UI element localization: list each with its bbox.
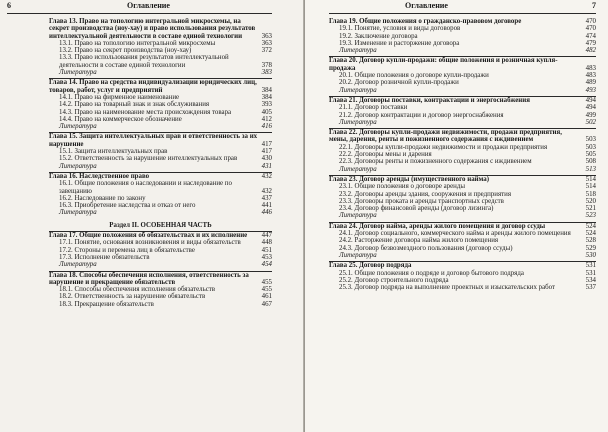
toc-entry-title: 14.4. Право на коммерческое обозначение <box>59 115 182 123</box>
toc-literature <box>329 119 596 126</box>
toc-subsection <box>329 191 596 198</box>
toc-entry-title: 19.2. Заключение договора <box>339 32 418 40</box>
toc-page-number: 417 <box>261 148 272 156</box>
toc-subsection <box>329 33 596 40</box>
toc-chapter <box>49 172 272 180</box>
toc-entry-title: 23.1. Общие положения о договоре аренды <box>339 183 465 191</box>
toc-entry-title: 22.2. Договоры мены и дарения <box>339 151 432 159</box>
toc-entry-title: 15.2. Ответственность за нарушение интеллектуальных прав <box>59 155 238 163</box>
toc-page-number: 520 <box>585 197 596 205</box>
toc-literature <box>49 261 272 268</box>
toc-entry-title: 14.3. Право на наименование места происхождения товара <box>59 108 232 116</box>
toc-literature <box>329 212 596 219</box>
toc-page-number: 448 <box>261 239 272 247</box>
toc-entry-title: 16.1. Общие положения о наследовании и наследование по завещанию <box>59 180 232 195</box>
toc-entry-title: Литература <box>59 69 97 77</box>
toc-entry-title: 13.3. Право использования результатов интеллектуальной деятельности в составе единой технологии <box>59 54 229 69</box>
toc-page-number: 503 <box>585 143 596 151</box>
toc-subsection <box>49 202 272 209</box>
left-page <box>0 0 303 432</box>
toc-entry-title: 16.3. Приобретение наследства и отказ от него <box>59 202 196 210</box>
toc-entry-title: Литература <box>59 162 97 170</box>
toc-entry-title: 24.3. Договор безвозмездного пользования (договор ссуды) <box>339 244 513 252</box>
toc-page-number: 454 <box>261 261 272 269</box>
toc-entry-title: 18.3. Прекращение обязательств <box>59 300 154 308</box>
toc-literature <box>49 123 272 130</box>
toc-subsection <box>49 155 272 162</box>
toc-entry-title: Литература <box>59 261 97 269</box>
toc-subsection <box>49 180 272 195</box>
toc-entry-title: 25.3. Договор подряда на выполнение проектных и изыскательских работ <box>339 284 556 292</box>
right-page <box>305 0 608 432</box>
toc-entry-title: Глава 25. Договор подряда <box>329 262 412 270</box>
toc-entry-title: 23.3. Договоры проката и аренды транспортных средств <box>339 197 504 205</box>
toc-subsection <box>329 40 596 47</box>
toc-page-number: 446 <box>261 209 272 217</box>
toc-subsection <box>49 40 272 47</box>
toc-entry-title: 18.1. Способы обеспечения исполнения обязательств <box>59 286 216 294</box>
toc-entry-title: Литература <box>339 165 377 173</box>
toc-subsection <box>329 277 596 284</box>
toc-page-number: 529 <box>585 244 596 252</box>
toc-subsection <box>49 116 272 123</box>
toc-entry-title: Глава 13. Право на топологию интегральной микросхемы, на секрет производства (ноу-хау) и право использования результатов интеллектуальной деятельности в составе единой технологии <box>49 18 256 40</box>
toc-subsection <box>49 247 272 254</box>
toc-page-number: 447 <box>261 232 272 240</box>
toc-page-number: 494 <box>585 96 596 104</box>
toc-subsection <box>329 25 596 32</box>
toc-subsection <box>329 144 596 151</box>
toc-entry-title: 13.1. Право на топологию интегральной микросхемы <box>59 39 216 47</box>
toc-entry-title: Литература <box>339 86 377 94</box>
toc-subsection <box>49 293 272 300</box>
toc-entry-title: 21.1. Договор поставки <box>339 104 408 112</box>
toc-page-number: 524 <box>585 230 596 238</box>
toc-chapter <box>49 271 272 287</box>
toc-page-number: 470 <box>585 25 596 33</box>
toc-page-number: 384 <box>261 86 272 94</box>
toc-page-number: 494 <box>585 104 596 112</box>
toc-subsection <box>329 270 596 277</box>
toc-entry-title: Глава 23. Договор аренды (имущественного найма) <box>329 175 489 183</box>
toc-page-number: 474 <box>585 32 596 40</box>
toc-entry-title: 20.2. Договор розничной купли-продажи <box>339 79 459 87</box>
toc-entry-title: Глава 15. Защита интеллектуальных прав и ответственность за их нарушение <box>49 133 258 148</box>
toc-subsection <box>329 151 596 158</box>
toc-entry-title: 25.1. Общие положения о подряде и договор бытового подряда <box>339 269 524 277</box>
toc-chapter <box>329 175 596 183</box>
toc-page-number: 479 <box>585 39 596 47</box>
toc-chapter <box>329 56 596 72</box>
toc-entry-title: 17.2. Стороны и перемена лиц в обязательстве <box>59 246 195 254</box>
toc-subsection <box>329 198 596 205</box>
toc-subsection <box>329 284 596 291</box>
toc-page-number: 405 <box>261 108 272 116</box>
toc-page-number: 412 <box>261 115 272 123</box>
toc-page-number: 493 <box>585 86 596 94</box>
toc-page-number: 531 <box>585 269 596 277</box>
toc-page-number: 489 <box>585 79 596 87</box>
toc-entry-title: 16.2. Наследование по закону <box>59 194 146 202</box>
toc-entry-title: Литература <box>59 123 97 131</box>
toc-entry-title: 14.1. Право на фирменное наименование <box>59 93 180 101</box>
toc-entry-title: Глава 17. Общие положения об обязательствах и их исполнение <box>49 232 248 240</box>
toc-entry-title: 14.2. Право на товарный знак и знак обслуживания <box>59 101 210 109</box>
toc-page-number: 483 <box>585 72 596 80</box>
toc-page-number: 430 <box>261 155 272 163</box>
toc-entry-title: 23.4. Договор финансовой аренды (договор лизинга) <box>339 205 494 213</box>
page-number-left: 6 <box>7 1 11 10</box>
toc-entry-title: Литература <box>339 47 377 55</box>
toc-entry-title: Литература <box>339 251 377 259</box>
toc-chapter <box>329 222 596 230</box>
toc-subsection <box>49 254 272 261</box>
toc-literature <box>49 163 272 170</box>
toc-page-number: 437 <box>261 194 272 202</box>
toc-chapter <box>49 231 272 239</box>
toc-chapter <box>49 132 272 148</box>
toc-subsection <box>49 94 272 101</box>
toc-entry-title: Глава 24. Договор найма, аренды жилого помещения и договор ссуды <box>329 222 546 230</box>
toc-page-number: 508 <box>585 158 596 166</box>
toc-subsection <box>329 245 596 252</box>
toc-entry-title: Глава 18. Способы обеспечения исполнения, ответственность за нарушение и прекращение обязательств <box>49 271 249 286</box>
toc-literature <box>329 166 596 173</box>
toc-page-number: 514 <box>585 175 596 183</box>
toc-entry-title: Глава 21. Договоры поставки, контрактации и энергоснабжения <box>329 96 530 104</box>
toc-page-number: 537 <box>585 284 596 292</box>
toc-entry-title: Глава 19. Общие положения о гражданско-правовом договоре <box>329 18 522 25</box>
toc-entry-title: Глава 22. Договоры купли-продажи недвижимости, продажи предприятия, мены, дарения, ренты и пожизненного содержания с иждивением <box>329 129 562 144</box>
toc-subsection <box>49 195 272 202</box>
toc-page-number: 383 <box>261 69 272 77</box>
toc-chapter <box>49 78 272 94</box>
toc-subsection <box>49 109 272 116</box>
running-title-left: Оглавление <box>127 1 170 10</box>
toc-subsection <box>329 237 596 244</box>
toc-page-number: 528 <box>585 237 596 245</box>
toc-page-number: 524 <box>585 222 596 230</box>
toc-page-number: 513 <box>585 165 596 173</box>
toc-page-number: 467 <box>261 300 272 308</box>
toc-literature <box>49 69 272 76</box>
toc-subsection <box>329 112 596 119</box>
toc-literature <box>329 252 596 259</box>
toc-entry-title: Литература <box>339 118 377 126</box>
toc-subsection <box>49 101 272 108</box>
toc-subsection <box>49 239 272 246</box>
toc-page-number: 503 <box>585 136 596 144</box>
toc-subsection <box>49 286 272 293</box>
toc-chapter <box>329 18 596 25</box>
toc-subsection <box>329 72 596 79</box>
toc-subsection <box>329 230 596 237</box>
toc-page-number: 363 <box>261 39 272 47</box>
toc-page-number: 531 <box>585 262 596 270</box>
toc-entry-title: 21.2. Договор контрактации и договор энергоснабжения <box>339 111 504 119</box>
toc-entry-title: 20.1. Общие положения о договоре купли-продажи <box>339 72 489 80</box>
running-head-right <box>329 0 596 14</box>
toc-subsection <box>49 148 272 155</box>
toc-chapter <box>329 261 596 269</box>
toc-page-number: 530 <box>585 251 596 259</box>
toc-page-number: 393 <box>261 101 272 109</box>
toc-page-number: 455 <box>261 278 272 286</box>
toc-entry-title: Литература <box>339 212 377 220</box>
toc-left <box>49 18 272 308</box>
toc-entry-title: 19.1. Понятие, условия и виды договоров <box>339 25 461 33</box>
toc-subsection <box>329 104 596 111</box>
toc-literature <box>329 47 596 54</box>
toc-page-number: 416 <box>261 123 272 131</box>
toc-page-number: 378 <box>261 61 272 69</box>
running-title-right: Оглавление <box>405 1 448 10</box>
toc-page-number: 502 <box>585 118 596 126</box>
toc-page-number: 521 <box>585 205 596 213</box>
toc-entry-title: Глава 20. Договор купли-продажи: общие положения и розничная купля-продажа <box>329 57 558 72</box>
toc-page-number: 441 <box>261 202 272 210</box>
toc-page-number: 432 <box>261 187 272 195</box>
toc-page-number: 483 <box>585 64 596 72</box>
toc-entry-title: 24.2. Расторжение договора найма жилого помещения <box>339 237 499 245</box>
running-head-left <box>7 0 272 14</box>
toc-right <box>329 18 596 291</box>
toc-entry-title: 17.3. Исполнение обязательств <box>59 253 150 261</box>
toc-subsection <box>329 183 596 190</box>
toc-subsection <box>329 79 596 86</box>
toc-entry-title: 22.1. Договоры купли-продажи недвижимости и продажи предприятия <box>339 143 548 151</box>
toc-entry-title: 23.2. Договоры аренды здания, сооружения и предприятия <box>339 190 511 198</box>
toc-entry-title: 25.2. Договор строительного подряда <box>339 276 449 284</box>
toc-page-number: 523 <box>585 212 596 220</box>
section-heading: Раздел II. ОСОБЕННАЯ ЧАСТЬ <box>109 221 212 229</box>
toc-literature <box>329 87 596 94</box>
toc-page-number: 432 <box>261 172 272 180</box>
toc-subsection <box>49 54 272 69</box>
toc-subsection <box>329 158 596 165</box>
toc-page-number: 453 <box>261 253 272 261</box>
toc-page-number: 505 <box>585 151 596 159</box>
toc-page-number: 384 <box>261 93 272 101</box>
toc-chapter <box>49 18 272 40</box>
toc-entry-title: Глава 14. Право на средства индивидуализации юридических лиц, товаров, работ, услуг и предприятий <box>49 79 257 94</box>
toc-page-number: 499 <box>585 111 596 119</box>
toc-entry-title: Глава 16. Наследственное право <box>49 172 150 180</box>
toc-literature <box>49 209 272 216</box>
toc-chapter <box>329 96 596 104</box>
toc-subsection <box>49 301 272 308</box>
toc-chapter <box>329 128 596 144</box>
toc-entry-title: 13.2. Право на секрет производства (ноу-хау) <box>59 47 192 55</box>
toc-page-number: 514 <box>585 183 596 191</box>
toc-entry-title: Литература <box>59 209 97 217</box>
toc-entry-title: 22.3. Договоры ренты и пожизненного содержания с иждивением <box>339 158 532 166</box>
toc-page-number: 372 <box>261 47 272 55</box>
toc-page-number: 534 <box>585 276 596 284</box>
toc-page-number: 451 <box>261 246 272 254</box>
toc-page-number: 518 <box>585 190 596 198</box>
toc-subsection <box>49 47 272 54</box>
toc-page-number: 417 <box>261 140 272 148</box>
toc-entry-title: 17.1. Понятие, основания возникновения и виды обязательств <box>59 239 241 247</box>
toc-entry-title: 19.3. Изменение и расторжение договора <box>339 39 460 47</box>
toc-page-number: 482 <box>585 47 596 55</box>
toc-subsection <box>329 205 596 212</box>
page-number-right: 7 <box>592 1 596 10</box>
toc-page-number: 461 <box>261 293 272 301</box>
toc-page-number: 431 <box>261 162 272 170</box>
toc-page-number: 455 <box>261 286 272 294</box>
toc-entry-title: 15.1. Защита интеллектуальных прав <box>59 148 168 156</box>
toc-page-number: 470 <box>585 18 596 25</box>
toc-page-number: 363 <box>261 32 272 40</box>
toc-entry-title: 18.2. Ответственность за нарушение обязательств <box>59 293 206 301</box>
toc-entry-title: 24.1. Договор социального, коммерческого найма и аренды жилого помещения <box>339 230 571 238</box>
